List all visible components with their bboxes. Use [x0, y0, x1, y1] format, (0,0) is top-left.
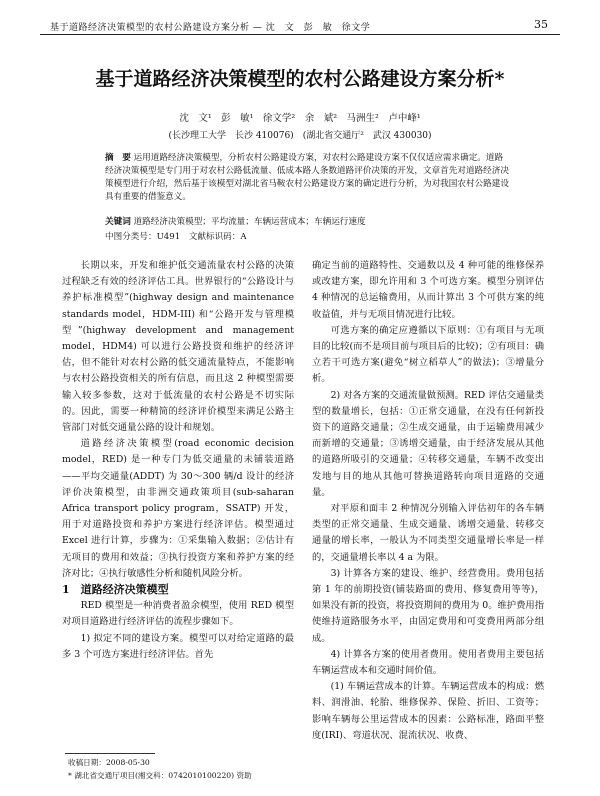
body-paragraph: RED 模型是一种消费者盈余模型，使用 RED 模型对项目道路进行经济评估的流程步骤如下。: [62, 600, 294, 628]
footnote-received: 收稿日期：2008-05-30: [68, 758, 150, 767]
body-paragraph: 确定当前的道路特性、交通数以及 4 种可能的维修保养或改建方案，即允许用和 3 个可选方案。模型分别评估 4 种情况的总运输费用，从而计算出 3 个可供方案的纯收益值，并与无项目情况进行比较。: [312, 260, 544, 320]
running-title: 基于道路经济决策模型的农村公路建设方案分析 — 沈 文 彭 敏 徐文学: [50, 23, 371, 33]
running-header: [40, 18, 560, 35]
body-paragraph: 对平原和面丰 2 种情况分别输入评估初年的各车辆类型的正常交通量、生成交通量、诱增交通量、转移交通量的增长率，一般认为不同类型交通量增长率是一样的，交通量增长率以 4 a 为限。: [312, 503, 544, 563]
footnote-rule: [65, 753, 155, 754]
body-paragraph: 可选方案的确定应遵循以下原则：①有项目与无项目的比较(而不是项目前与项目后的比较)；②有项目：确立若干可选方案(避免“树立稻草人”的做法)；③增量分析。: [312, 324, 544, 385]
body-paragraph: (1) 车辆运营成本的计算。车辆运营成本的构成：燃料、润滑油、轮胎、维修保养、保险、折旧、工资等；影响车辆每公里运营成本的因素：公路标准，路面平整度(IRI)、弯道状况、混流状况、收费、: [312, 681, 544, 741]
paper-title: 基于道路经济决策模型的农村公路建设方案分析*: [95, 68, 505, 90]
abstract-text: 运用道路经济决策模型，分析农村公路建设方案，对农村公路建设方案不仅仅适应需求确定。道路经济决策模型是专门用于对农村公路低流量、低成本路人条数道路评价决策的开发，文章首先对道路经济决策模型进行介绍，然后基于该模型对湖北省马鞍农村公路建设方案的确定进行分析，为对我国农村公路建设具有重要的借鉴意义。: [105, 153, 509, 202]
section-heading: 1 道路经济决策模型: [62, 583, 169, 597]
body-paragraph: 道路经济决策模型(road economic decision model，RED) 是一种专门为低交通量的未铺装道路——平均交通量(ADDT) 为 30～300 辆/d 设计的经济评价决策模型，由非洲交通政策项目(sub-saharan Africa transport policy program，SSATP) 开发，用于对道路投资和养护方案进行经济评估。模型通过 Excel 进行计算，步骤为：①采集输入数据；②估计有无项目的费用和效益；③执行投资方案和养护方案的经济对比；④执行敏感性分析和随机风险分析。: [62, 438, 294, 579]
abstract: [105, 152, 510, 204]
keywords: [105, 215, 510, 227]
body-paragraph: 3) 计算各方案的建设、维护、经营费用。费用包括第 1 年的前期投资(铺装路面的费用、修复费用等等)，如果没有新的投资，将投资期间的费用为 0。维护费用指使维持道路服务水平，由固定费用和可变费用两部分组成。: [312, 567, 544, 644]
body-paragraph: 2) 对各方案的交通流量做预测。RED 评估交通量类型的数量增长，包括：①正常交通量，在没有任何新投资下的道路交通量；②生成交通量，由于运输费用减少而新增的交通量；③诱增交通量，由于经济发展从其他的道路所吸引的交通量；④转移交通量，车辆不改变出发地与目的地从其他可替换道路转向项目道路的交通量。: [312, 389, 544, 498]
classification: 中图分类号：U491 文献标识码：A: [105, 232, 247, 242]
author-list: 沈 文¹ 彭 敏¹ 徐文学² 余 斌² 马洲生² 卢中峰¹: [179, 113, 421, 124]
left-column: [62, 258, 294, 663]
body-paragraph: 4) 计算各方案的使用者费用。使用者费用主要包括车辆运营成本和交通时间价值。: [312, 648, 544, 677]
affiliations: (长沙理工大学 长沙 410076) (湖北省交通厅² 武汉 430030): [168, 131, 432, 141]
body-paragraph: 1) 拟定不同的建设方案。模型可以对给定道路的最多 3 个可选方案进行经济评估。首先: [62, 632, 294, 660]
page-number: 35: [534, 18, 548, 31]
keywords-text: 道路经济决策模型；平均流量；车辆运营成本；车辆运行速度: [133, 217, 366, 227]
abstract-label: 摘 要: [105, 153, 131, 163]
body-paragraph: 长期以来，开发和维护低交通流量农村公路的决策过程缺乏有效的经济评估工具。世界银行的“公路设计与养护标准模型”(highway design and maintenance standards model，HDM-III) 和“公路开发与管理模型”(highway development and management model，HDM4) 可以进行公路投资和维护的经济评估，但不能针对农村公路的低交通流量特点，不能影响与农村公路投资相关的所有信息，而且这 2 种模型需要输入较多参数，这对于低流量的农村公路是不切实际的。因此，需要一种精简的经济评价模型来满足公路主管部门对低交通量公路的设计和规划。: [62, 260, 294, 434]
footnote-funding: * 湖北省交通厅项目(湘交科：0742010100220) 资助: [68, 771, 252, 780]
keywords-label: 关键词: [105, 217, 131, 227]
right-column: [312, 258, 544, 744]
